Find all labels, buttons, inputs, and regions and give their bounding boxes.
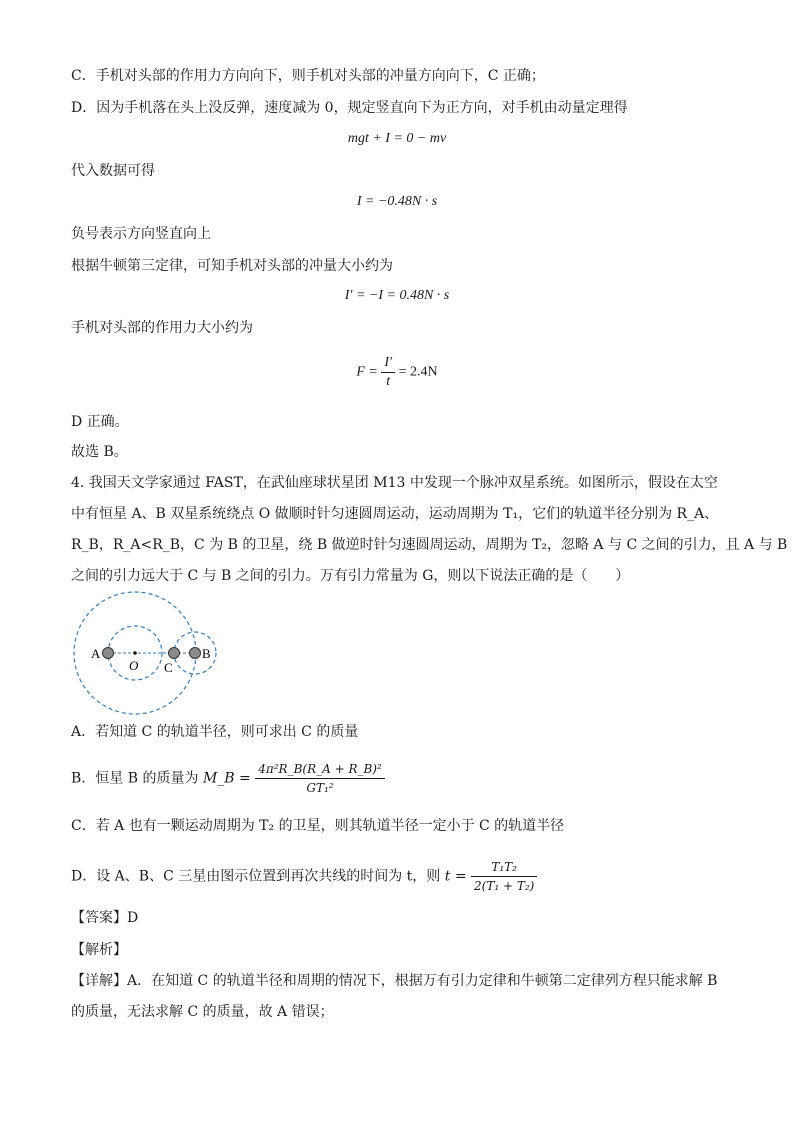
equation-momentum: mgt + I = 0 − mv: [347, 131, 447, 146]
detail-line-2: 的质量，无法求解 C 的质量，故 A 错误；: [71, 1004, 334, 1020]
star-a: [103, 648, 114, 659]
equation-impulse: I = −0.48N · s: [356, 194, 438, 209]
option-b: B．恒星 B 的质量为 M_B = $\frac{\text{4π²R\_B(R\_A + R\_B)²}}{\text{GT₁²}}$: [71, 760, 385, 797]
option-d: D．设 A、B、C 三星由图示位置到再次共线的时间为 t，则 t = $\frac{\text{T₁T₂}}{\text{2(T₁ + T₂)}}$: [71, 858, 537, 895]
star-c: [169, 648, 180, 659]
option-c-explanation: C．手机对头部的作用力方向向下，则手机对头部的冲量方向向下，C 正确；: [71, 68, 545, 84]
label-o: O: [129, 658, 139, 673]
answer-label: 【答案】D: [71, 910, 139, 926]
option-d-fraction: $\frac{\text{T₁T₂}}{\text{2(T₁ + T₂)}}$: [471, 858, 537, 895]
question-line-1: 4. 我国天文学家通过 FAST，在武仙座球状星团 M13 中发现一个脉冲双星系统。如图所示，假设在太空: [71, 475, 718, 491]
option-a: A．若知道 C 的轨道半径，则可求出 C 的质量: [71, 724, 359, 740]
point-o: [133, 651, 137, 655]
star-b: [190, 648, 201, 659]
negative-sign-note: 负号表示方向竖直向上: [71, 226, 211, 242]
label-a: A: [91, 646, 101, 661]
force-text: 手机对头部的作用力大小约为: [71, 320, 253, 336]
label-c: C: [164, 660, 173, 675]
d-correct-text: D 正确。: [71, 414, 129, 430]
option-d-explanation: D．因为手机落在头上没反弹，速度减为 0，规定竖直向下为正方向，对手机由动量定理得: [71, 100, 628, 116]
question-line-3: R_B，R_A<R_B，C 为 B 的卫星，绕 B 做逆时针匀速圆周运动，周期为 T₂，忽略 A 与 C 之间的引力，且 A 与 B: [71, 537, 788, 553]
question-line-2: 中有恒星 A、B 双星系统绕点 O 做顺时针匀速圆周运动，运动周期为 T₁，它们的轨道半径分别为 R_A、: [71, 506, 719, 522]
substitute-text: 代入数据可得: [71, 163, 155, 179]
equation-impulse-magnitude: I′ = −I = 0.48N · s: [344, 288, 450, 303]
detail-line-1: 【详解】A．在知道 C 的轨道半径和周期的情况下，根据万有引力定律和牛顿第二定律列方程只能求解 B: [71, 973, 718, 989]
binary-star-diagram: [70, 590, 230, 720]
option-b-fraction: $\frac{\text{4π²R\_B(R\_A + R\_B)²}}{\text{GT₁²}}$: [255, 760, 385, 797]
newton-third-law-text: 根据牛顿第三定律，可知手机对头部的冲量大小约为: [71, 258, 393, 274]
question-line-4: 之间的引力远大于 C 与 B 之间的引力。万有引力常量为 G，则以下说法正确的是（ ）: [71, 568, 630, 584]
option-c: C．若 A 也有一颗运动周期为 T₂ 的卫星，则其轨道半径一定小于 C 的轨道半径: [71, 818, 565, 834]
analysis-label: 【解析】: [71, 942, 127, 958]
choose-b-text: 故选 B。: [71, 444, 128, 460]
label-b: B: [202, 646, 211, 661]
equation-force: F = $\frac{I'}{t}$ = 2.4N: [356, 355, 438, 389]
force-fraction: $\frac{I'}{t}$: [381, 354, 395, 391]
